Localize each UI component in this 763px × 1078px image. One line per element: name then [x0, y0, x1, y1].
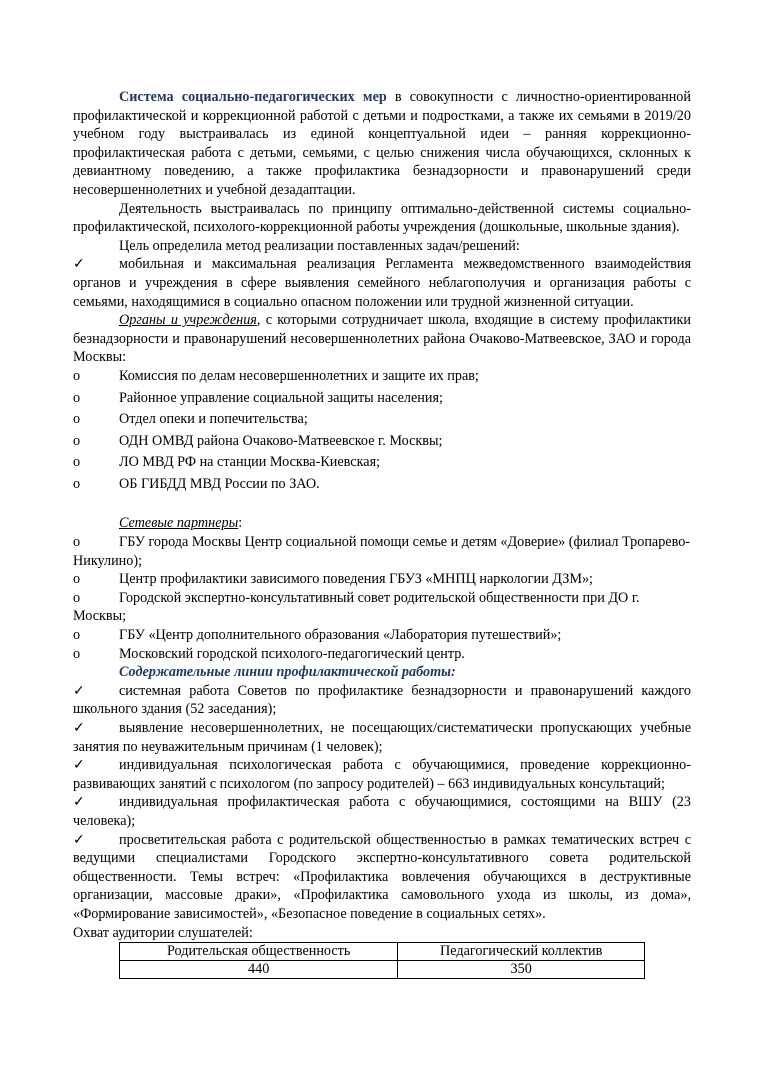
check-icon: ✓	[73, 831, 85, 848]
list-item	[73, 453, 691, 472]
goal-item-text: мобильная и максимальная реализация Регламента межведомственного взаимодействия органов и учреждения в сфере выявления семейного неблагополучия и организация работы с семьями, находящимися в социально опасном положении или трудной жизненной ситуации.	[73, 256, 691, 310]
list-item-text: Отдел опеки и попечительства;	[119, 411, 308, 428]
circle-bullet-icon: o	[73, 389, 81, 406]
goal-paragraph: Цель определила метод реализации поставленных задач/решений:	[119, 237, 520, 254]
list-item-text: Городской экспертно-консультативный совет родительской общественности при ДО г. Москвы;	[73, 589, 640, 625]
check-icon: ✓	[73, 757, 85, 774]
table-header-cell: Педагогический коллектив	[398, 943, 645, 961]
intro-text: в совокупности с личностно-ориентированной профилактической и коррекционной работой с детьми и подростками, а также их семьями в 2019/20 учебном году выстраивалась из единой концептуальной идеи – ранняя коррекционно-профилактическая работа с детьми, семьями, с целью снижения числа обучающихся, склонных к девиантному поведению, а также профилактика безнадзорности и правонарушений среди несовершеннолетних и учебной дезадаптации.	[73, 89, 691, 198]
circle-bullet-icon: o	[73, 627, 81, 644]
list-item	[73, 626, 691, 645]
table-cell: 350	[398, 961, 645, 979]
circle-bullet-icon: o	[73, 589, 81, 606]
list-item	[73, 475, 691, 494]
circle-bullet-icon: o	[73, 534, 81, 551]
list-item-text: Районное управление социальной защиты населения;	[119, 389, 443, 406]
check-icon: ✓	[73, 720, 85, 736]
partners-heading	[73, 514, 691, 533]
list-item-text: ОДН ОМВД района Очаково-Матвеевское г. Москвы;	[119, 432, 443, 449]
list-item	[73, 831, 691, 924]
circle-bullet-icon: o	[73, 411, 81, 428]
list-item-text: Московский городской психолого-педагогический центр.	[119, 645, 465, 662]
list-item	[73, 367, 691, 386]
list-item	[73, 719, 691, 756]
list-item	[73, 570, 691, 589]
lines-list	[73, 682, 691, 924]
coverage-table	[119, 942, 645, 979]
list-item	[73, 389, 691, 408]
list-item-text: индивидуальная психологическая работа с обучающимися, проведение коррекционно-развивающих занятий с психологом (по запросу родителей) – 663 индивидуальных консультаций;	[73, 757, 691, 792]
table-row	[120, 961, 645, 979]
document-page	[73, 88, 691, 979]
circle-bullet-icon: o	[73, 367, 81, 384]
partners-lead: Сетевые партнеры	[119, 515, 239, 532]
circle-bullet-icon: o	[73, 432, 81, 449]
list-item	[73, 756, 691, 793]
section-heading	[73, 663, 691, 682]
table-header-cell: Родительская общественность	[120, 943, 398, 961]
list-item-text: системная работа Советов по профилактике безнадзорности и правонарушений каждого школьного здания (52 заседания);	[73, 682, 691, 718]
check-icon: ✓	[73, 256, 85, 273]
coverage-label: Охват аудитории слушателей:	[73, 924, 253, 941]
list-item	[73, 589, 691, 626]
list-item	[73, 645, 691, 664]
table-cell: 440	[120, 961, 398, 979]
intro-bold-lead: Система социально-педагогических мер	[119, 89, 387, 105]
circle-bullet-icon: o	[73, 645, 81, 662]
list-item-text: ЛО МВД РФ на станции Москва-Киевская;	[119, 454, 381, 471]
table-header-row	[120, 943, 645, 961]
check-icon: ✓	[73, 682, 85, 699]
check-icon: ✓	[73, 794, 85, 811]
list-item-text: Центр профилактики зависимого поведения ГБУЗ «МНПЦ наркологии ДЗМ»;	[119, 571, 593, 588]
circle-bullet-icon: o	[73, 454, 81, 471]
list-item	[73, 410, 691, 429]
partners-list	[73, 533, 691, 663]
section-heading-text: Содержательные линии профилактической работы:	[119, 664, 456, 681]
circle-bullet-icon: o	[73, 571, 81, 588]
list-item-text: Комиссия по делам несовершеннолетних и защите их прав;	[119, 367, 479, 384]
list-item-text: индивидуальная профилактическая работа с обучающимися, состоящими на ВШУ (23 человека);	[73, 794, 691, 829]
goal-item	[73, 255, 691, 311]
list-item-text: выявление несовершеннолетних, не посещающих/систематически пропускающих учебные занятия по неуважительным причинам (1 человек);	[73, 720, 691, 755]
organs-lead: Органы и учреждения	[119, 312, 257, 329]
list-item-text: ГБУ города Москвы Центр социальной помощи семье и детям «Доверие» (филиал Тропарево-Никулино);	[73, 534, 691, 569]
organs-list	[73, 367, 691, 494]
list-item	[73, 793, 691, 830]
organs-paragraph	[73, 311, 691, 367]
circle-bullet-icon: o	[73, 475, 81, 492]
organs-text: , с которыми сотрудничает школа, входящие в систему профилактики безнадзорности и правонарушений несовершеннолетних района Очаково-Матвеевское, ЗАО и города Москвы:	[73, 312, 691, 366]
list-item-text: ОБ ГИБДД МВД России по ЗАО.	[119, 475, 320, 492]
list-item-text: просветительская работа с родительской общественностью в рамках тематических встреч с ведущими специалистами Городского экспертно-консультативного совета родительской общественности. Темы встреч: «Профилактика вовлечения обучающихся в деструктивные организации, массовые драки», «Профилактика самовольного ухода из школы, из дома», «Формирование зависимостей», «Безопасное поведение в социальных сетях».	[73, 831, 691, 922]
list-item	[73, 682, 691, 719]
intro-paragraph	[73, 88, 691, 200]
activity-paragraph: Деятельность выстраивалась по принципу оптимально-действенной системы социально-профилактической, психолого-коррекционной работы учреждения (дошкольные, школьные здания).	[73, 200, 691, 236]
list-item-text: ГБУ «Центр дополнительного образования «Лаборатория путешествий»;	[119, 627, 562, 644]
list-item	[73, 533, 691, 570]
partners-colon: :	[238, 515, 243, 532]
list-item	[73, 432, 691, 451]
